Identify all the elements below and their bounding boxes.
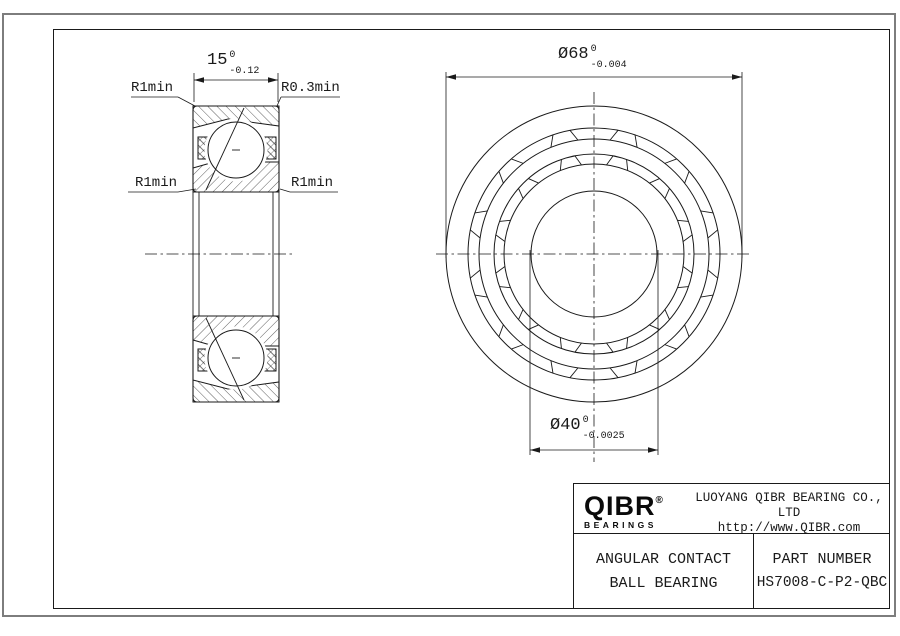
product-type-cell: [574, 534, 753, 608]
registered-trademark-icon: ®: [655, 495, 664, 506]
part-number-label: PART NUMBER: [772, 550, 872, 568]
company-logo: [584, 488, 664, 530]
logo-subtitle: BEARINGS: [584, 520, 657, 530]
title-block-header-row: [574, 484, 890, 534]
fillet-label-mid-right: R1min: [291, 175, 334, 191]
part-number-value: HS7008-C-P2-QBC: [756, 574, 888, 591]
title-block: [573, 483, 890, 609]
part-number-cell: [753, 534, 890, 608]
dimension-width-tolerance: 0 -0.12: [229, 50, 260, 77]
front-view-linework: [436, 92, 752, 462]
product-type-line2: BALL BEARING: [609, 574, 718, 592]
product-type-line1: ANGULAR CONTACT: [595, 550, 732, 568]
dimension-od-symbol: Ø: [558, 45, 569, 64]
fillet-label-mid-left: R1min: [135, 175, 178, 191]
fillet-label-top-left: R1min: [131, 80, 174, 96]
company-website: http://www.QIBR.com: [717, 521, 861, 535]
dimension-bore-diameter: [550, 416, 625, 442]
title-block-body-row: [574, 534, 890, 608]
dimension-outer-diameter: [558, 45, 627, 71]
dimension-width: [207, 51, 259, 77]
dimension-od-tolerance: 0 -0.004: [590, 44, 627, 71]
dimension-width-value: 15: [207, 51, 228, 70]
dimension-bore-value: 40: [560, 416, 581, 435]
dimension-bore-tolerance: 0 -0.0025: [582, 415, 625, 442]
section-view-linework: [145, 106, 292, 402]
company-info: [694, 491, 884, 536]
dimension-bore-symbol: Ø: [550, 416, 561, 435]
logo-wordmark: QIBR®: [584, 491, 664, 521]
company-name: LUOYANG QIBR BEARING CO., LTD: [695, 491, 883, 520]
fillet-label-top-right: R0.3min: [281, 80, 340, 96]
dimension-od-value: 68: [568, 45, 589, 64]
